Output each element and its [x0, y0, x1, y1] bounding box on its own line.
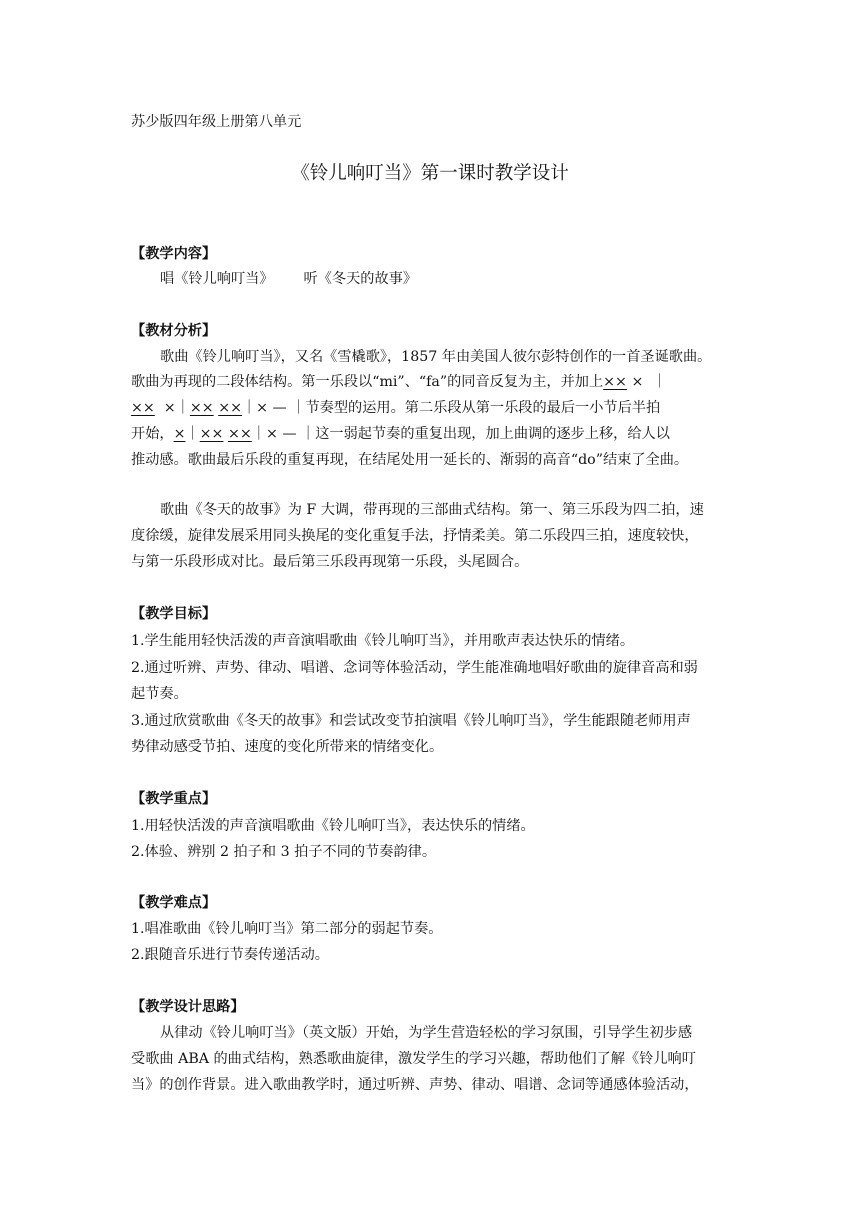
rhythm-notation: ××	[189, 400, 214, 416]
goal-item-2b: 起节奏。	[131, 686, 188, 702]
rhythm-notation: ｜× — ｜	[241, 400, 306, 416]
series-label: 苏少版四年级上册第八单元	[131, 114, 302, 130]
analysis-line-1: 歌曲《铃儿响叮当》，又名《雪橇歌》，1857 年由美国人彼尔彭特创作的一首圣诞歌曲。	[160, 349, 712, 365]
goal-item-3a: 3.通过欣赏歌曲《冬天的故事》和尝试改变节拍演唱《铃儿响叮当》，学生能跟随老师用声	[131, 713, 691, 729]
content-listen: 听《冬天的故事》	[303, 271, 418, 287]
rhythm-notation: ｜× — ｜	[251, 426, 316, 442]
section-heading-design: 【教学设计思路】	[131, 999, 245, 1015]
content-sing: 唱《铃儿响叮当》	[160, 271, 274, 287]
difficulty-item-1: 1.唱准歌曲《铃儿响叮当》第二部分的弱起节奏。	[131, 921, 443, 937]
page-title: 《铃儿响叮当》第一课时教学设计	[291, 163, 569, 184]
analysis-line-5: 推动感。歌曲最后乐段的重复再现，在结尾处用一延长的、渐弱的高音“do”结束了全曲。	[131, 452, 689, 468]
section-heading-analysis: 【教材分析】	[131, 323, 217, 339]
analysis-text: 这一弱起节奏的重复出现，加上曲调的逐步上移，给人以	[315, 426, 670, 442]
analysis-p2-line-1: 歌曲《冬天的故事》为 F 大调，带再现的三部曲式结构。第一、第三乐段为四二拍，速	[160, 502, 704, 518]
analysis-text: 开始，	[131, 426, 174, 442]
goal-item-3b: 势律动感受节拍、速度的变化所带来的情绪变化。	[131, 739, 444, 755]
rhythm-notation: × ｜	[626, 374, 667, 390]
rhythm-notation: ××	[199, 426, 224, 442]
goal-item-1: 1.学生能用轻快活泼的声音演唱歌曲《铃儿响叮当》，并用歌声表达快乐的情绪。	[131, 633, 635, 649]
analysis-p2-line-3: 与第一乐段形成对比。最后第三乐段再现第一乐段，头尾圆合。	[131, 554, 529, 570]
design-line-2: 受歌曲 ABA 的曲式结构，熟悉歌曲旋律，激发学生的学习兴趣，帮助他们了解《铃儿响叮	[131, 1051, 696, 1067]
rhythm-notation: ｜	[185, 426, 200, 442]
rhythm-notation: ×	[173, 426, 186, 442]
analysis-text: 歌曲为再现的二段体结构。第一乐段以“mi”、“fa”的同音反复为主，并加上	[131, 374, 604, 390]
rhythm-notation: ××	[131, 400, 155, 416]
rhythm-notation: ××	[218, 400, 242, 416]
analysis-line-2	[131, 371, 667, 391]
rhythm-notation: ××	[227, 426, 252, 442]
rhythm-notation: ×｜	[154, 400, 190, 416]
analysis-line-4	[131, 423, 670, 443]
focus-item-1: 1.用轻快活泼的声音演唱歌曲《铃儿响叮当》，表达快乐的情绪。	[131, 818, 535, 834]
content-items	[160, 268, 417, 288]
analysis-text: 节奏型的运用。第二乐段从第一乐段的最后一小节后半拍	[305, 400, 661, 416]
analysis-line-3	[131, 397, 660, 417]
design-line-3: 当》的创作背景。进入歌曲教学时，通过听辨、声势、律动、唱谱、念词等通感体验活动，	[131, 1077, 699, 1093]
section-heading-focus: 【教学重点】	[131, 791, 217, 807]
analysis-p2-line-2: 度徐缓，旋律发展采用同头换尾的变化重复手法，抒情柔美。第二乐段四三拍，速度较快，	[131, 528, 699, 544]
section-heading-goals: 【教学目标】	[131, 606, 217, 622]
design-line-1: 从律动《铃儿响叮当》（英文版）开始，为学生营造轻松的学习氛围，引导学生初步感	[160, 1025, 693, 1041]
rhythm-notation: ××	[603, 374, 627, 390]
focus-item-2: 2.体验、辨别 2 拍子和 3 拍子不同的节奏韵律。	[131, 844, 437, 860]
difficulty-item-2: 2.跟随音乐进行节奏传递活动。	[131, 947, 329, 963]
section-heading-content: 【教学内容】	[131, 246, 217, 262]
goal-item-2a: 2.通过听辨、声势、律动、唱谱、念词等体验活动，学生能准确地唱好歌曲的旋律音高和弱	[131, 660, 698, 676]
section-heading-difficulty: 【教学难点】	[131, 895, 217, 911]
